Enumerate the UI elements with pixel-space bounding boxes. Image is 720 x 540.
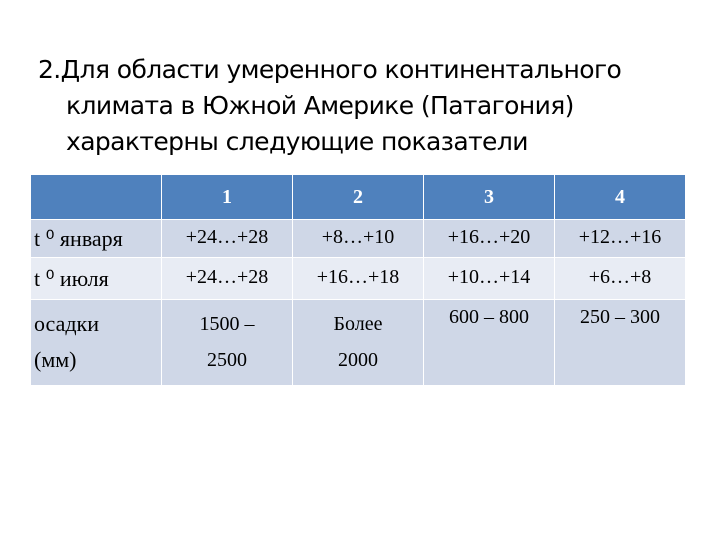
table-row-precipitation [31, 300, 686, 386]
row-label-january: t ⁰ января [31, 220, 162, 258]
cell-line: 1500 – [199, 313, 255, 335]
question-line-2: климата в Южной Америке (Патагония) [66, 91, 574, 120]
header-cell-empty [31, 175, 162, 220]
table-cell [162, 300, 293, 386]
table-cell [293, 300, 424, 386]
table-cell: 250 – 300 [555, 300, 686, 386]
question-line-1: 2.Для области умеренного континентального [38, 55, 622, 84]
cell-line: 2500 [207, 349, 247, 371]
table-row-january [31, 220, 686, 258]
table-cell: +12…+16 [555, 220, 686, 258]
table-cell: +24…+28 [162, 258, 293, 300]
table-cell: +24…+28 [162, 220, 293, 258]
header-cell-2: 2 [293, 175, 424, 220]
header-cell-4: 4 [555, 175, 686, 220]
row-label-line: (мм) [34, 347, 77, 372]
table-row-july [31, 258, 686, 300]
table-cell: +6…+8 [555, 258, 686, 300]
table-cell: +16…+20 [424, 220, 555, 258]
row-label-line: осадки [34, 311, 100, 336]
header-cell-1: 1 [162, 175, 293, 220]
question-line-3: характерны следующие показатели [66, 127, 528, 156]
header-cell-3: 3 [424, 175, 555, 220]
cell-line: Более [333, 313, 383, 335]
row-label-july: t ⁰ июля [31, 258, 162, 300]
question-text [38, 52, 698, 160]
row-label-precipitation [31, 300, 162, 386]
cell-line: 2000 [338, 349, 378, 371]
table-header-row [31, 175, 686, 220]
table-cell: +8…+10 [293, 220, 424, 258]
table-cell: +10…+14 [424, 258, 555, 300]
table-cell: +16…+18 [293, 258, 424, 300]
table-cell: 600 – 800 [424, 300, 555, 386]
climate-table [30, 174, 686, 386]
